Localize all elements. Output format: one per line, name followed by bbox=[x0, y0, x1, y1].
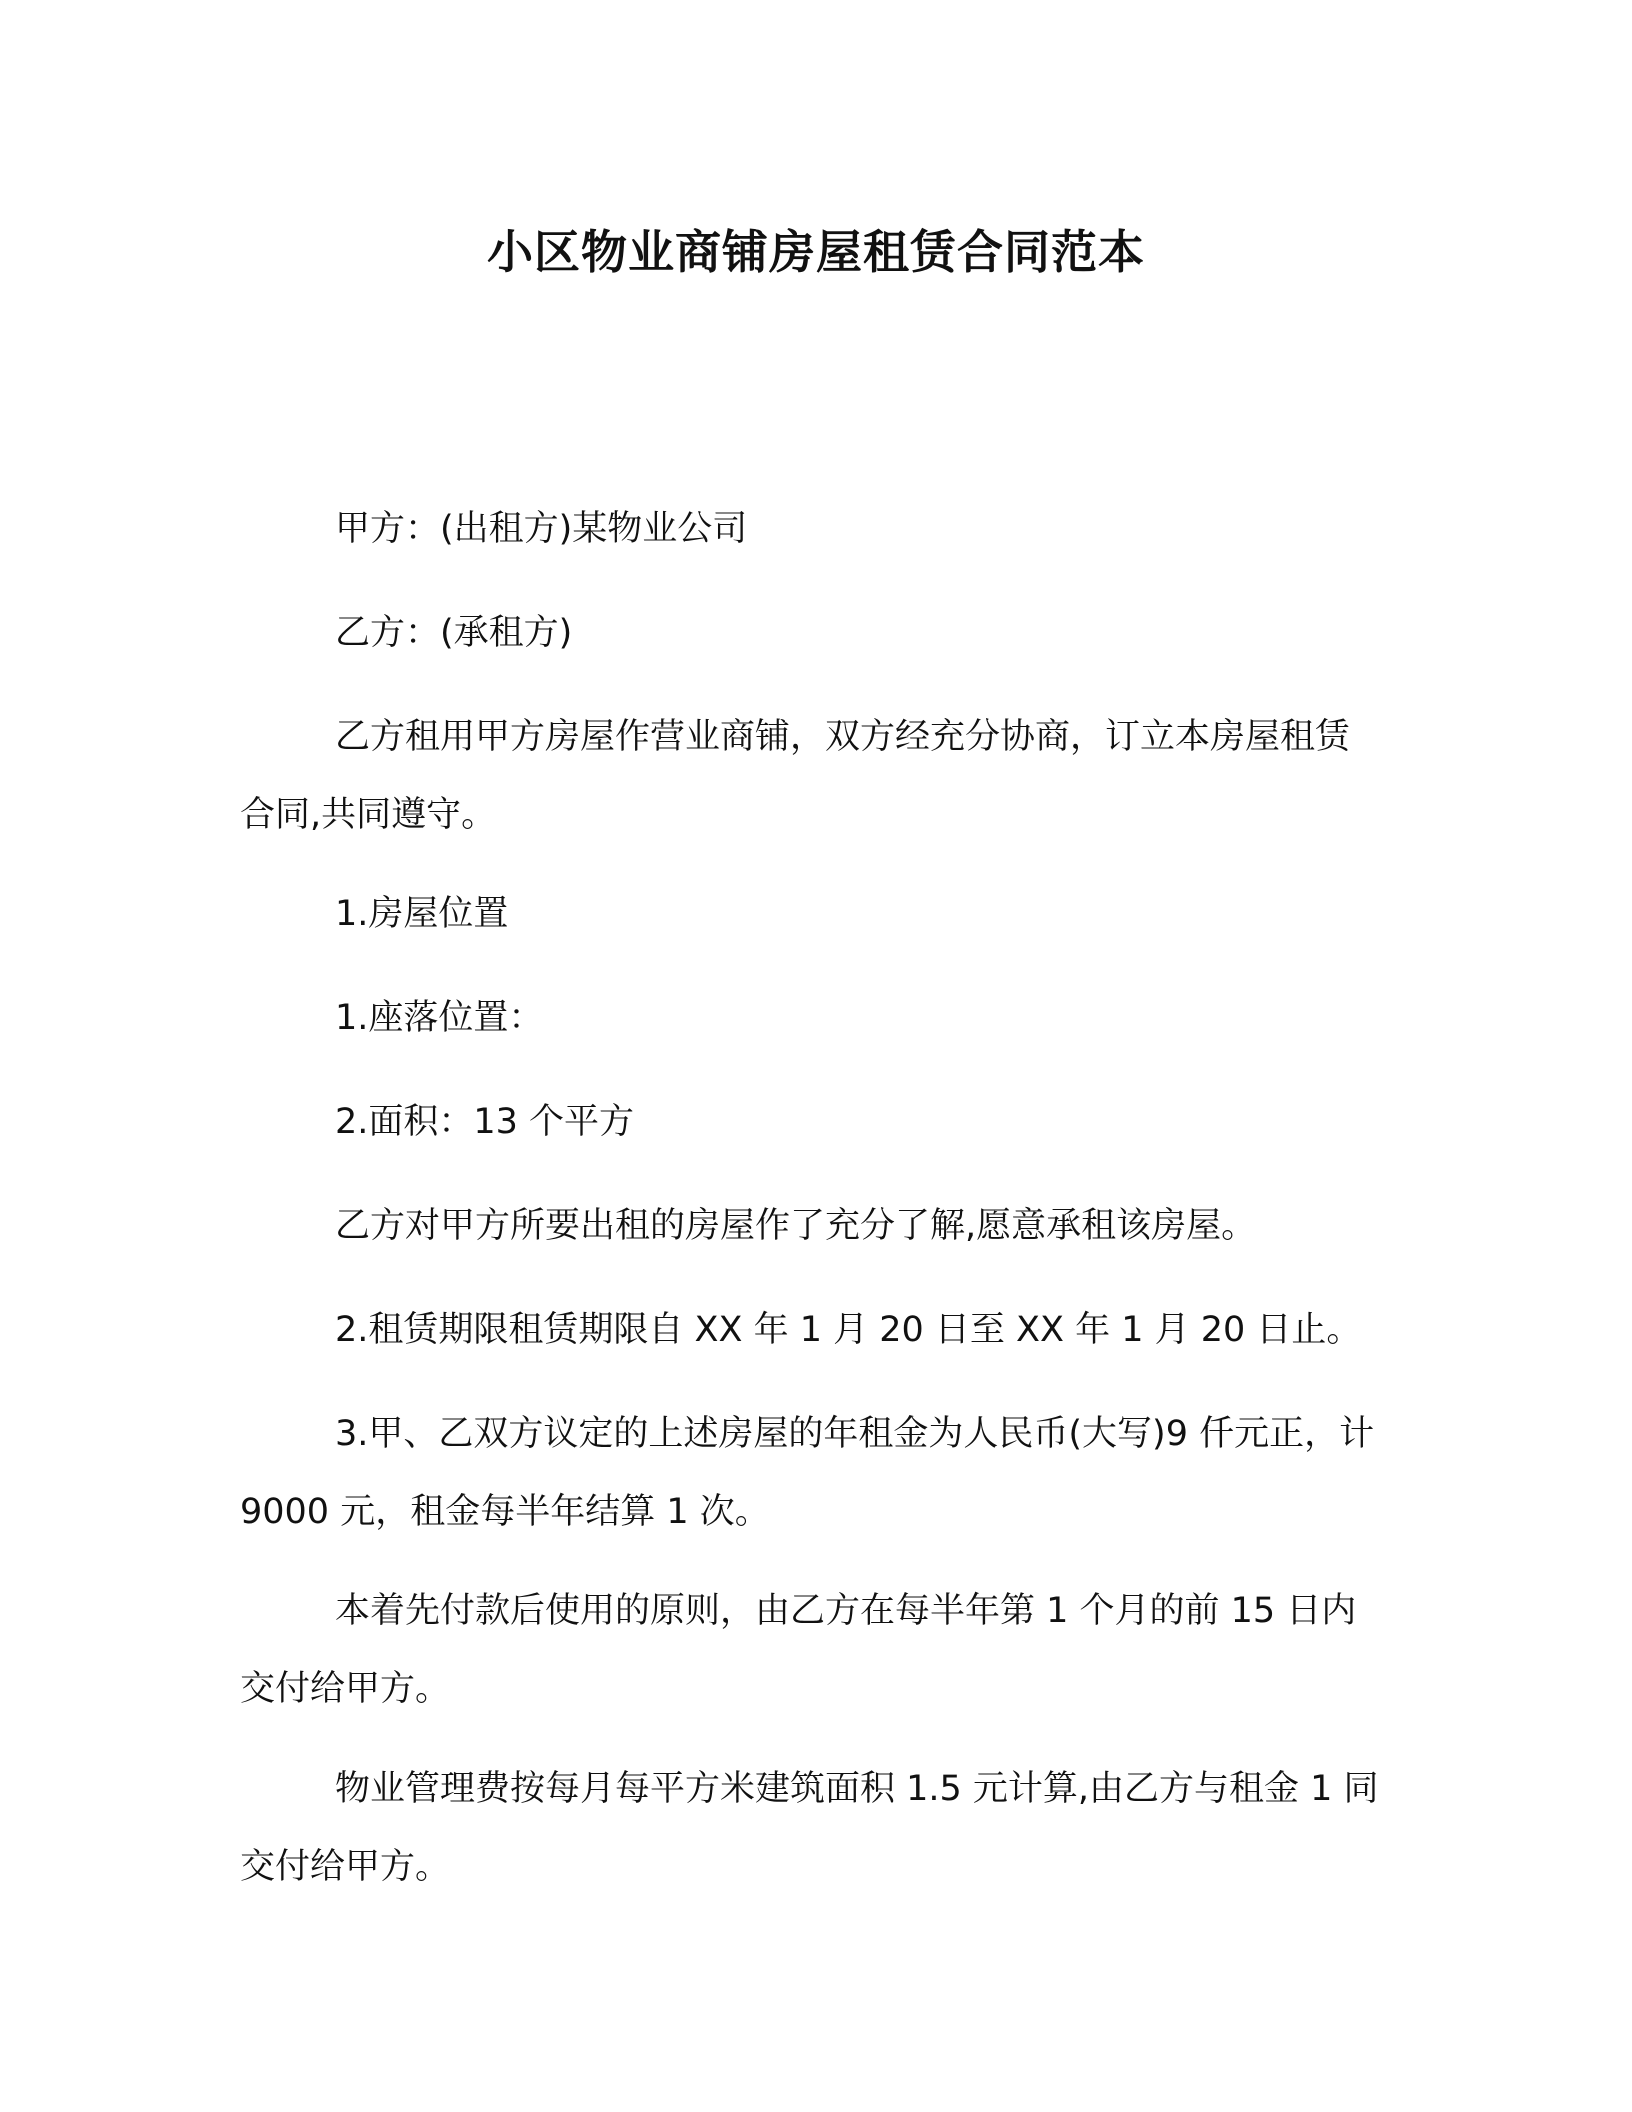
party-a-line: 甲方：(出租方)某物业公司 bbox=[335, 509, 748, 549]
lease-term-paragraph: 2.租赁期限租赁期限自 XX 年 1 月 20 日至 XX 年 1 月 20 日止。 bbox=[335, 1310, 1362, 1350]
payment-paragraph: 本着先付款后使用的原则，由乙方在每半年第 1 个月的前 15 日内交付给甲方。 bbox=[240, 1591, 1357, 1709]
party-b-line: 乙方：(承租方) bbox=[335, 613, 573, 653]
item-area: 2.面积：13 个平方 bbox=[335, 1102, 635, 1142]
document-title: 小区物业商铺房屋租赁合同范本 bbox=[487, 225, 1145, 279]
intro-paragraph: 乙方租用甲方房屋作营业商铺，双方经充分协商，订立本房屋租赁合同,共同遵守。 bbox=[240, 717, 1351, 835]
understanding-paragraph: 乙方对甲方所要出租的房屋作了充分了解,愿意承租该房屋。 bbox=[335, 1206, 1257, 1246]
rent-paragraph: 3.甲、乙双方议定的上述房屋的年租金为人民币(大写)9 仟元正，计 9000 元，租金每半年结算 1 次。 bbox=[240, 1414, 1375, 1532]
section-house-location: 1.房屋位置 bbox=[335, 894, 509, 934]
item-location: 1.座落位置： bbox=[335, 998, 544, 1038]
management-fee-paragraph: 物业管理费按每月每平方米建筑面积 1.5 元计算,由乙方与租金 1 同交付给甲方。 bbox=[240, 1769, 1379, 1887]
